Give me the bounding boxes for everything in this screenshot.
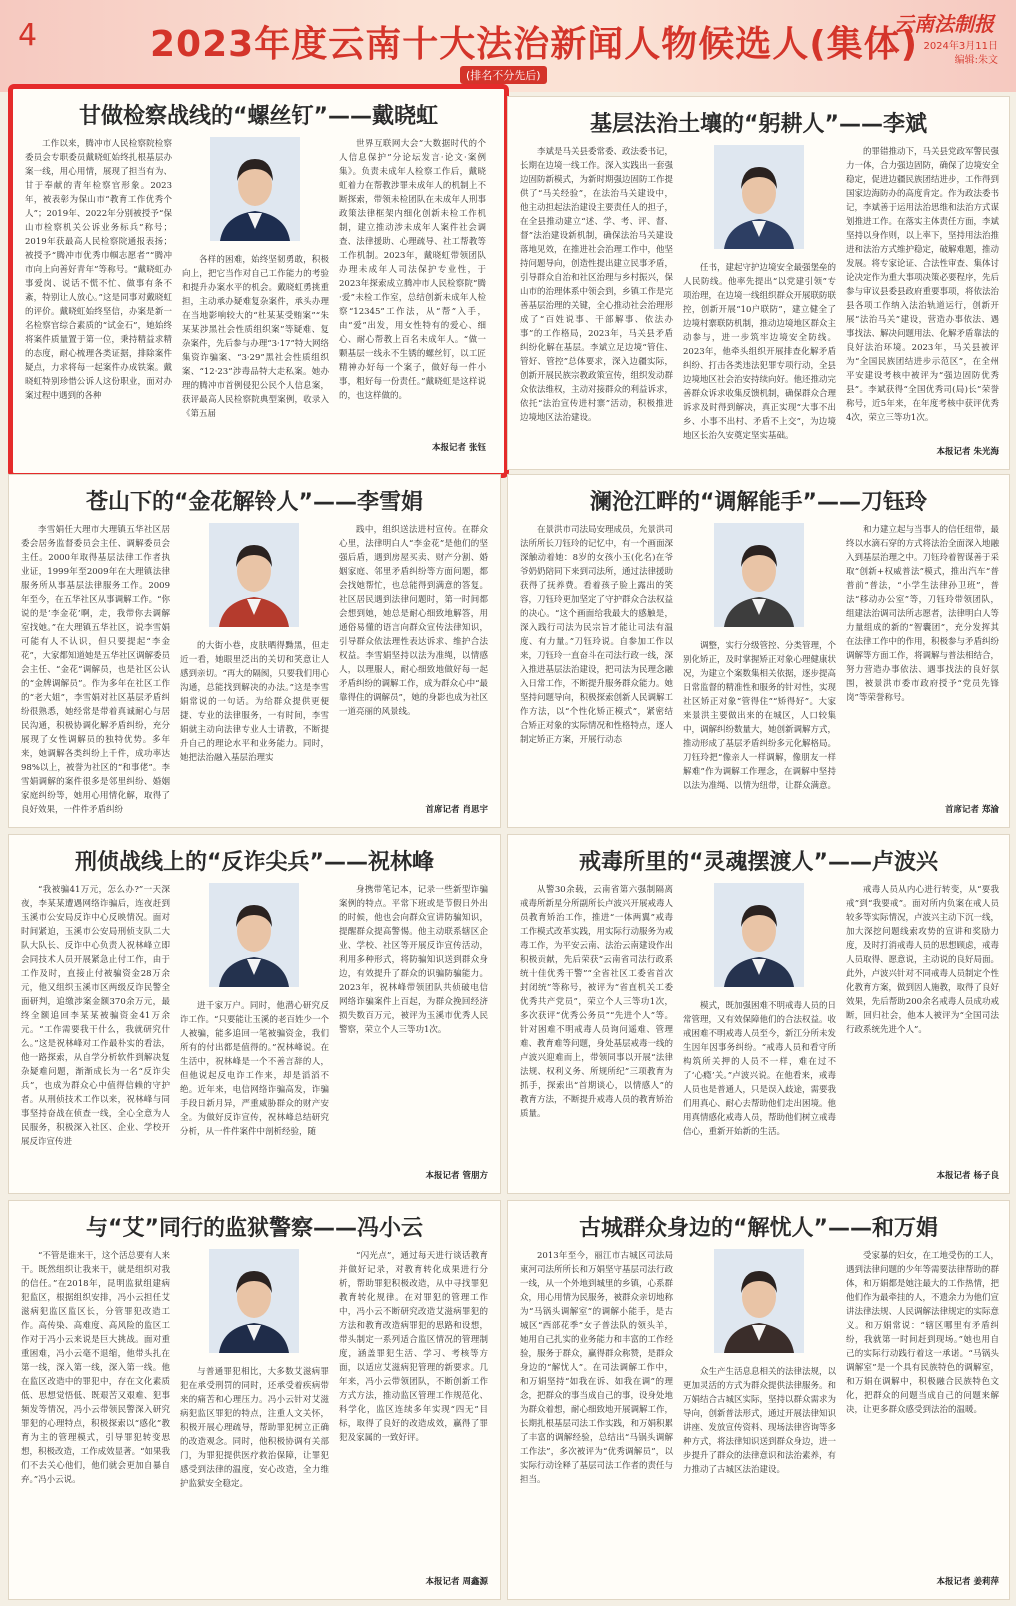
portrait-photo <box>714 1249 804 1353</box>
page-title: 2023年度云南十大法治新闻人物候选人(集体) <box>150 24 919 65</box>
article-card <box>8 84 509 478</box>
article-text: “我被骗41万元，怎么办?”一天深夜，李某某遭遇网络诈骗后，连夜赶到玉溪市公安局反诈中心反映情况。面对时间紧迫，玉溪市公安局刑侦支队二大队大队长、反诈中心负责人祝林峰立即会同技术人员开展紧急止付工作，由于工作及时，直接止付被骗资金28万余元，他又组织玉溪市区两级反诈民警全面研判，追缴涉案金额370余万元，最终全额追回李某某被骗资金41万余元。“工作需要我干什么，我就研究什么。”这是祝林峰对工作最朴实的看法，他一路探索，从自学分析软件到解决复杂疑难问题，渐渐成长为一名“反诈尖兵”，也成为群众心中值得信赖的守护者。从刑侦技术工作以来，祝林峰与同事坚持奋战在侦查一线，全心全意为人民服务，积极深入社区、企业、学校开展反诈宣传进 <box>21 885 170 1147</box>
article-text: 进千家万户。同时，他潜心研究反诈工作。“只要能让玉溪的老百姓少一个人被骗，能多追回一笔被骗资金，我们所有的付出都是值得的。”祝林峰说。在生活中，祝林峰是一个不善言辞的人，但他说起反电诈工作来，却是滔滔不绝。近年来，电信网络诈骗高发，诈骗手段日新月异，严重威胁群众的财产安全。为做好反诈宣传，祝林峰总结研究分析，从一件件案件中剖析经验，随 <box>180 1001 329 1137</box>
article-card <box>8 1200 501 1600</box>
article-title: 苍山下的“金花解铃人”——李雪娟 <box>86 490 423 515</box>
article-text: 的大街小巷，皮肤晒得黝黑，但走近一看，她眼里泛出的关切和笑意让人感到亲切。“再大的隔阂，只要我们用心沟通，总能找到解决的办法。”这是李雪娟常说的一句话。为给群众提供更便捷、专业的法律服务，一有时间，李雪娟就主动向法律专业人士请教，不断提升自己的理论水平和业务能力。同时，她把法治融入基层治理实 <box>180 641 329 763</box>
page-banner <box>0 0 1016 92</box>
issue-date-block <box>923 40 998 68</box>
reporter-byline: 首席记者 郑渝 <box>945 805 999 815</box>
article-column-3 <box>339 1249 488 1571</box>
article-text: 各样的困难，始终坚韧勇敢，积极向上，把它当作对自己工作能力的考验和提升办案水平的机会。戴晓虹勇挑重担，主动承办疑难复杂案件，承头办理在当地影响较大的“杜某某受贿案”“朱某某涉黑社会性质组织案”等疑难、复杂案件，先后参与办理“3·17”特大网络集资诈骗案、“3·29”黑社会性质组织案、“12·23”涉毒品特大走私案。她办理的腾冲市首例侵犯公民个人信息案，获评最高人民检察院典型案例，收录入《第五届 <box>182 255 329 419</box>
article-text: 受家暴的妇女，在工地受伤的工人，遇到法律问题的少年等需要法律帮助的群体，和万娟都是她注最大的工作热情，把他们作为最牵挂的人，不遗余力为他们宣讲法律法规、人民调解法律规定的实际意义。和万娟常说：“辖区哪里有矛盾纠纷，我就第一时间赶到现场。”她也用自己的实际行动践行着这一承诺。“马锅头调解室”是一个具有民族特色的调解室，和万娟在调解中，积极融合民族特色文化，把群众的问题当成自己的问题来解决，让更多群众感受到法治的温暖。 <box>846 1251 999 1415</box>
article-title: 刑侦战线上的“反诈尖兵”——祝林峰 <box>75 850 434 875</box>
article-column-3 <box>339 883 488 1165</box>
article-column-1 <box>21 523 170 817</box>
article-text: 世界互联网大会”大数据时代的个人信息保护”分论坛发言·论文·案例集》。负责未成年人检察工作后，戴晓虹着力在帮教涉罪未成年人的机制上不断探索，带领未检团队在未成年人刑事政策法律框架内细化创新未检工作机制，建立推动涉未成年人案件社会调查、法律援助、心理疏导、社工帮教等工作机制。2023年，戴晓虹带领团队办理未成年人司法保护专业性，于2023年探索成立腾冲市人民检察院“腾·爱”未检工作室，总结创新未成年人检察“12345”工作法，从“帮”入手，由“爱”出发，用女性特有的爱心、细心、耐心帮教上百名未成年人。“做一颗基层一线永不生锈的螺丝钉，以工匠精神办好每一个案子，做好每一件小事，粗好每一份责任。”戴晓虹是这样说的，也这样做的。 <box>339 139 486 401</box>
page-subtitle: (排名不分先后) <box>460 66 547 84</box>
portrait-photo <box>209 883 299 987</box>
article-text: 众生产生活息息相关的法律法规，以更加灵活的方式为群众提供法律服务。和万娟结合古城区实际，坚持以群众需求为导向，创新普法形式，通过开展法律知识讲座、发放宣传资料、现场法律咨询等多种方式，将法律知识送到群众身边，进一步提升了群众的法律意识和法治素养，有力推动了古城区法治建设。 <box>683 1367 836 1475</box>
article-column-3 <box>339 523 488 799</box>
article-text: 身携带笔记本，记录一些新型诈骗案例的特点。平常下班或是节假日外出的时候，他也会向群众宣讲防骗知识，提醒群众提高警惕。他主动联系辖区企业、学校、社区等开展反诈宣传活动，利用多种形式，将防骗知识送到群众身边，有效提升了群众的识骗防骗能力。2023年，祝林峰带领团队共侦破电信网络诈骗案件上百起，为群众挽回经济损失数百万元，被评为玉溪市优秀人民警察，荣立个人三等功1次。 <box>339 885 488 1035</box>
article-column-1 <box>25 137 172 455</box>
article-text: 李雪娟任大理市大理镇五华社区居委会居务监督委员会主任、调解委员会主任。2000年取得基层法律工作者执业证，1999年至2009年在大理镇法律服务所从事基层法律服务工作。2009年至今，在五华社区从事调解工作。“你说的是‘李金花’啊，走，我带你去调解室找她。”在大理镇五华社区，说李雪娟可能有人不认识，但只要提起“李金花”，大家都知道她是五华社区调解委员会主任、“金花”调解员，也是社区公认的“金牌调解员”。作为多年在社区工作的“老大姐”，李雪娟对社区基层矛盾纠纷很熟悉，她经常是带着真诚耐心与居民沟通，积极协调化解矛盾纠纷，充分展现了女性调解员的独特优势。多年来，她调解各类纠纷上千件，成功率达98%以上，被誉为社区的“和事佬”。李雪娟调解的案件很多是邻里纠纷、婚姻家庭纠纷等，她用心用情化解，取得了良好效果，一件件矛盾纠纷 <box>21 525 170 815</box>
article-text: “不管是谁来干，这个活总要有人来干。既然组织让我来干，就是组织对我的信任。”在2018年，昆明监狱组建病犯监区，根据组织安排，冯小云担任艾滋病犯监区监区长，分管罪犯改造工作。高传染、高难度、高风险的监区工作对于冯小云来说是巨大挑战。面对重重困难，冯小云毫不退缩，他带头扎在第一线，深入第一线，深入第一线。他在监区改造中的罪犯中，存在文化素质低、思想觉悟低、既艰苦又艰难、犯事频发等情况，冯小云带领民警深入研究罪犯的心理特点，积极探索以“感化”教育为主的管理模式，引导罪犯转变思想，积极改造，工作成效显著。“如果我们不去关心他们，他们就会更加自暴自弃。”冯小云说。 <box>21 1251 170 1485</box>
portrait-photo <box>209 1249 299 1353</box>
article-column-2 <box>180 639 329 817</box>
article-column-1 <box>520 1249 673 1589</box>
article-card <box>507 474 1010 828</box>
article-column-2 <box>180 1365 329 1589</box>
article-title: 甘做检察战线的“螺丝钉”——戴晓虹 <box>79 104 438 129</box>
article-title: 戒毒所里的“灵魂摆渡人”——卢波兴 <box>579 850 938 875</box>
article-card <box>507 1200 1010 1600</box>
article-text: 戒毒人员从内心进行转变，从“要我戒”到“我要戒”。面对所内负案在戒人员较多等实际情况，卢波兴主动下沉一线，加大深挖问题线索攻势的宣讲和奖励力度，及时打消戒毒人员的思想顾虑，戒毒人员取得、愿意说，主动说的良好局面。此外，卢波兴针对不同戒毒人员制定个性化教育方案，做到因人施教，取得了良好效果，先后帮助200余名戒毒人员成功戒断，回归社会，他本人被评为“全国司法行政系统先进个人”。 <box>846 885 999 1035</box>
article-column-2 <box>683 999 836 1183</box>
article-text: 与普通罪犯相比，大多数艾滋病罪犯在承受刑罚的同时，还承受着疾病带来的痛苦和心理压力。冯小云针对艾滋病犯监区罪犯的特点，注重人文关怀，积极开展心理疏导，帮助罪犯树立正确的改造观念。同时，他积极协调有关部门，为罪犯提供医疗救治保障，让罪犯感受到法律的温度，安心改造，全力维护监狱安全稳定。 <box>180 1367 329 1489</box>
article-column-3 <box>846 883 999 1165</box>
portrait-photo <box>714 145 804 249</box>
article-title: 与“艾”同行的监狱警察——冯小云 <box>86 1216 423 1241</box>
article-column-1 <box>21 883 170 1183</box>
article-column-3 <box>846 145 999 441</box>
article-card <box>507 96 1010 470</box>
portrait-photo <box>714 883 804 987</box>
article-column-2 <box>683 261 836 459</box>
page-number: 4 <box>18 18 38 53</box>
article-text: 工作以来，腾冲市人民检察院检察委员会专职委员戴晓虹始终扎根基层办案一线，用心用情，展现了担当有为、甘于奉献的青年检察官形象。2023年，被表彰为保山市“教育工作优秀个人”；2019年、2022年分别被授予“保山市检察机关公诉业务标兵”称号；2019年获最高人民检察院通报表扬；被授予“腾冲市优秀巾帼志愿者”“腾冲市向上向善好青年”等称号。“戴晓虹办事爱岗、说话不慌不忙、做事有条不紊，特别让人放心。”这是同事对戴晓虹的评价。戴晓虹始终坚信，办案是新一名检察官综合素质的“试金石”，她始终将案件质量置于第一位，秉持精益求精的态度，耐心梳理各类证据，排除案件疑点，力求将每一起案件办成铁案。戴晓虹特别珍惜公诉人这份职业，面对办案过程中遇到的各种 <box>25 139 172 401</box>
article-text: 模式，既加强困难不明戒毒人员的日常管理，又有效保障他们的合法权益。收戒困难不明戒毒人员至今，新江分所未发生因年因事务纠纷。“戒毒人员和看守所构筑所关押的人员不一样，难在过不了‘心瘾’关。”卢波兴说。在他看来，戒毒人员也是普通人，只是误入歧途，需要我们用真心、耐心去帮助他们走出困境。他用真情感化戒毒人员，帮助他们树立戒毒信心，重新开始新的生活。 <box>683 1001 836 1137</box>
article-text: 践中，组织送法进村宣传。在群众心里，法律明白人“李金花”是他们的坚强后盾，遇到房屋买卖、财产分割、婚姻家庭、邻里矛盾纠纷等方面问题，都会找她帮忙，也总能得到满意的答复。社区居民遇到法律问题时，第一时间都会想到她，她总是耐心细致地解答，用通俗易懂的语言向群众宣传法律知识，引导群众依法理性表达诉求、维护合法权益。李雪娟坚持以法为准绳，以情感人，以理服人，耐心细致地做好每一起矛盾纠纷的调解工作，成为群众心中“最靠得住的调解员”，她的身影也成为社区一道亮丽的风景线。 <box>339 525 488 717</box>
article-column-1 <box>520 883 673 1183</box>
article-text: 调整，实行分级管控、分类管理，个别化矫正，及时掌握矫正对象心理健康状况，为建立个案数集相关依据，逐步提高日常监督的精准性和服务的针对性，实现社区矫正对象“管得住”“矫得好”。大家来景洪主要做出来的在城区，人口较集中，调解纠纷数量大，她创新调解方式，推动形成了基层矛盾纠纷多元化解格局。刀钰玲把“像亲人一样调解，像朋友一样解难”作为调解工作理念，在调解中坚持以法为准绳、以情为纽带，让群众满意。 <box>683 641 836 791</box>
newspaper-logo: 云南法制报 <box>894 12 994 36</box>
article-text: 在景洪市司法局安理成员，允景洪司法所所长刀钰玲的记忆中，有一个画面深深触动着她：8岁的女孩小玉(化名)在爷爷奶奶陪同下来到司法所，通过法律援助获得了抚养费。看着孩子脸上露出的笑容，刀钰玲更加坚定了守护群众合法权益的决心。“这个画面给我最大的感触是，深入践行司法为民宗旨才能让司法有温度、有力量。”刀钰玲说。自参加工作以来，刀钰玲一直奋斗在司法行政一线，深入推进基层法治建设，把司法为民理念融入日常工作，不断提升服务群众能力。她坚持问题导向，积极探索创新人民调解工作方法，以“个性化矫正模式”，紧密结合矫正对象的实际情况和性格特点，逐人制定矫正方案，开展行动态 <box>520 525 673 745</box>
portrait-photo <box>210 137 300 241</box>
portrait-photo <box>714 523 804 627</box>
article-text: 从警30余载，云南省第六强制隔离戒毒所新星分所副所长卢波兴开展戒毒人员教育矫治工作，推进“一体两翼”戒毒工作模式改革实践，用实际行动服务为戒毒工作，为平安云南、法治云南建设作出积极贡献，先后荣获“云南省司法行政系统十佳优秀干警”“全省社区工委省首次封闭统”等称号，被评为“省直机关工委优秀共产党员”，荣立个人三等功1次，多次获评“优秀公务员”“先进个人”等。针对困难不明戒毒人员询问遥难、管理难、教育难等问题，身处基层戒毒一线的卢波兴迎难而上，带领同事以开展“法律法规、权利义务、所规所纪”三项教育为抓手，探索出“首期谈心，以情感人”的教育方法，不断提升戒毒人员的教育矫治质量。 <box>520 885 673 1119</box>
article-column-2 <box>182 253 329 455</box>
article-column-3 <box>846 1249 999 1571</box>
article-text: 李斌是马关县委常委、政法委书记，长期在边境一线工作。深入实践出一套强边固防新模式，为新时期强边固防工作提供了“马关经验”，在法治马关建设中，他主动担起法治建设主要责任人的担子，在全县推动建立“述、学、考、评、督、督”法治建设新机制，确保法治马关建设落地见效，在推进社会治理工作中，他坚持问题导向，创造性提出建立民事矛盾，引导群众自治和社区治理与乡村振兴，保山市的治理体系中领会到，乡镇工作是完善基层治理的关键，全心推动社会治理形成了“百姓说事、干部解事、依法办事”的工作格局，2023年，马关县矛盾纠纷化解在基层。李斌立足边境“管住、管好、管控”总体要求，深入边疆实际，创新开展民族宗教政策宣传，组织发动群众依法维权，主动对接群众的利益诉求，依托“法治宣传进村寨”活动，积极推进边境地区法治建设。 <box>520 147 673 423</box>
article-text: 的罪错推动下，马关县党政军警民强力一体，合力强边固防，确保了边境安全稳定，促进边疆民族团结进步，工作得到国家边海防办的高度肯定。作为政法委书记，李斌善于运用法治思维和法治方式谋划推进工作。在落实主体责任方面，李斌坚持以身作则，以上率下，坚持用法治推进和法治方式维护稳定，破解难题，推动发展。将专家论证、合法性审查、集体讨论决定作为重大事项决策必要程序，先后参与审议县委县政府重要事项，将依法治县各项工作纳入法治轨道运行，创新开展“法治马关”建设，营造办事依法、遇事找法、解决问题用法、化解矛盾靠法的良好法治环境。2023年，马关县被评为“全国民族团结进步示范区”，在全州平安建设考核中被评为“强边固防优秀县”。李斌获得“全国优秀司(局)长”荣誉称号，近5年来，在年度考核中获评优秀4次，荣立三等功1次。 <box>846 147 999 423</box>
reporter-byline: 本报记者 周鑫源 <box>425 1577 488 1587</box>
article-column-1 <box>520 145 673 459</box>
article-card <box>8 834 501 1194</box>
article-column-3 <box>846 523 999 799</box>
issue-date: 2024年3月11日 <box>923 41 998 52</box>
article-column-3 <box>339 137 486 437</box>
article-card <box>507 834 1010 1194</box>
article-title: 澜沧江畔的“调解能手”——刀钰玲 <box>590 490 927 515</box>
reporter-byline: 本报记者 朱光海 <box>936 447 999 457</box>
article-title: 古城群众身边的“解忧人”——和万娟 <box>579 1216 938 1241</box>
article-column-1 <box>21 1249 170 1589</box>
article-text: 和力建立起与当事人的信任纽带，最终以水滴石穿的方式将法治全面深入地融入到基层治理之中。刀钰玲着智谋善于采取“创新+权威普法”模式，推出汽车“普普前”普法，“小学生法律孙卫班”，普法“移动办公室”等，刀钰玲带领团队，组建法治调司法所志愿者，法律明白人等力量组成的新的“智囊团”，充分发挥其在法律工作中的作用，积极参与矛盾纠纷调解等方面工作，将调解与普法相结合，努力营造办事依法、遇事找法的良好氛围，被景洪市委市政府授予“党员先锋岗”等荣誉称号。 <box>846 525 999 703</box>
article-card <box>8 474 501 828</box>
reporter-byline: 首席记者 肖思宇 <box>425 805 488 815</box>
reporter-byline: 本报记者 杨子良 <box>936 1171 999 1181</box>
article-title: 基层法治土壤的“躬耕人”——李斌 <box>590 112 927 137</box>
article-text: “闪光点”，通过每天进行谈话教育并做好记录，对教育转化成果进行分析，帮助罪犯积极改造，从中寻找罪犯教育转化规律。在对罪犯的管理工作中，冯小云不断研究改造艾滋病罪犯的方法和教育改造病罪犯的思路和设想，带头制定一系列适合监区情况的管理制度，涵盖罪犯生活、学习、考核等方面，以适应艾滋病犯管理的新要求。几年来，冯小云带领团队，不断创新工作方式方法，推动监区管理工作规范化、科学化，监区连续多年实现“四无”目标，取得了良好的改造成效，赢得了罪犯及家属的一致好评。 <box>339 1251 488 1443</box>
article-text: 任书，建起守护边境安全最强堡垒的人民防线。他率先提出“以党建引领”专项治理，在边境一线组织群众开展联防联控，创新开展“10户联防”，建立健全了边境村寨联防机制，推动边境地区群众主动参与，进一步筑牢边境安全防线。2023年，他牵头组织开展排查化解矛盾纠纷、打击各类违法犯罪专项行动，全县边境地区社会治安持续向好。他还推动完善群众诉求收集反馈机制，确保群众合理诉求及时得到解决，真正实现“大事不出乡、小事不出村、矛盾不上交”，为边境地区长治久安奠定坚实基础。 <box>683 263 836 441</box>
reporter-byline: 本报记者 张钰 <box>432 443 486 453</box>
editor-credit: 编辑:朱文 <box>954 55 998 66</box>
article-column-2 <box>683 639 836 817</box>
article-column-1 <box>520 523 673 817</box>
reporter-byline: 本报记者 管朋方 <box>425 1171 488 1181</box>
portrait-photo <box>209 523 299 627</box>
article-text: 2013年至今，丽江市古城区司法局東河司法所所长和万娟坚守基层司法行政一线，从一个外地到城里的乡镇，心系群众，用心用情为民服务，被群众亲切地称为“马锅头调解室”的调解小能手，是古城区“西部花季”女子普法队的领头羊，她用自己扎实的业务能力和丰富的工作经验，服务于群众，赢得群众称赞，是群众身边的“解忧人”。在司法调解工作中，和万娟坚持“如我在诉、如我在调”的理念，把群众的事当成自己的事，设身处地为群众着想，耐心细致地开展调解工作，长期扎根基层司法工作实践，和万娟积累了丰富的调解经验，总结出“马锅头调解工作法”，多次被评为“优秀调解员”，以实际行动诠释了基层司法工作者的责任与担当。 <box>520 1251 673 1485</box>
reporter-byline: 本报记者 姜莉萍 <box>936 1577 999 1587</box>
article-column-2 <box>180 999 329 1183</box>
article-column-2 <box>683 1365 836 1589</box>
